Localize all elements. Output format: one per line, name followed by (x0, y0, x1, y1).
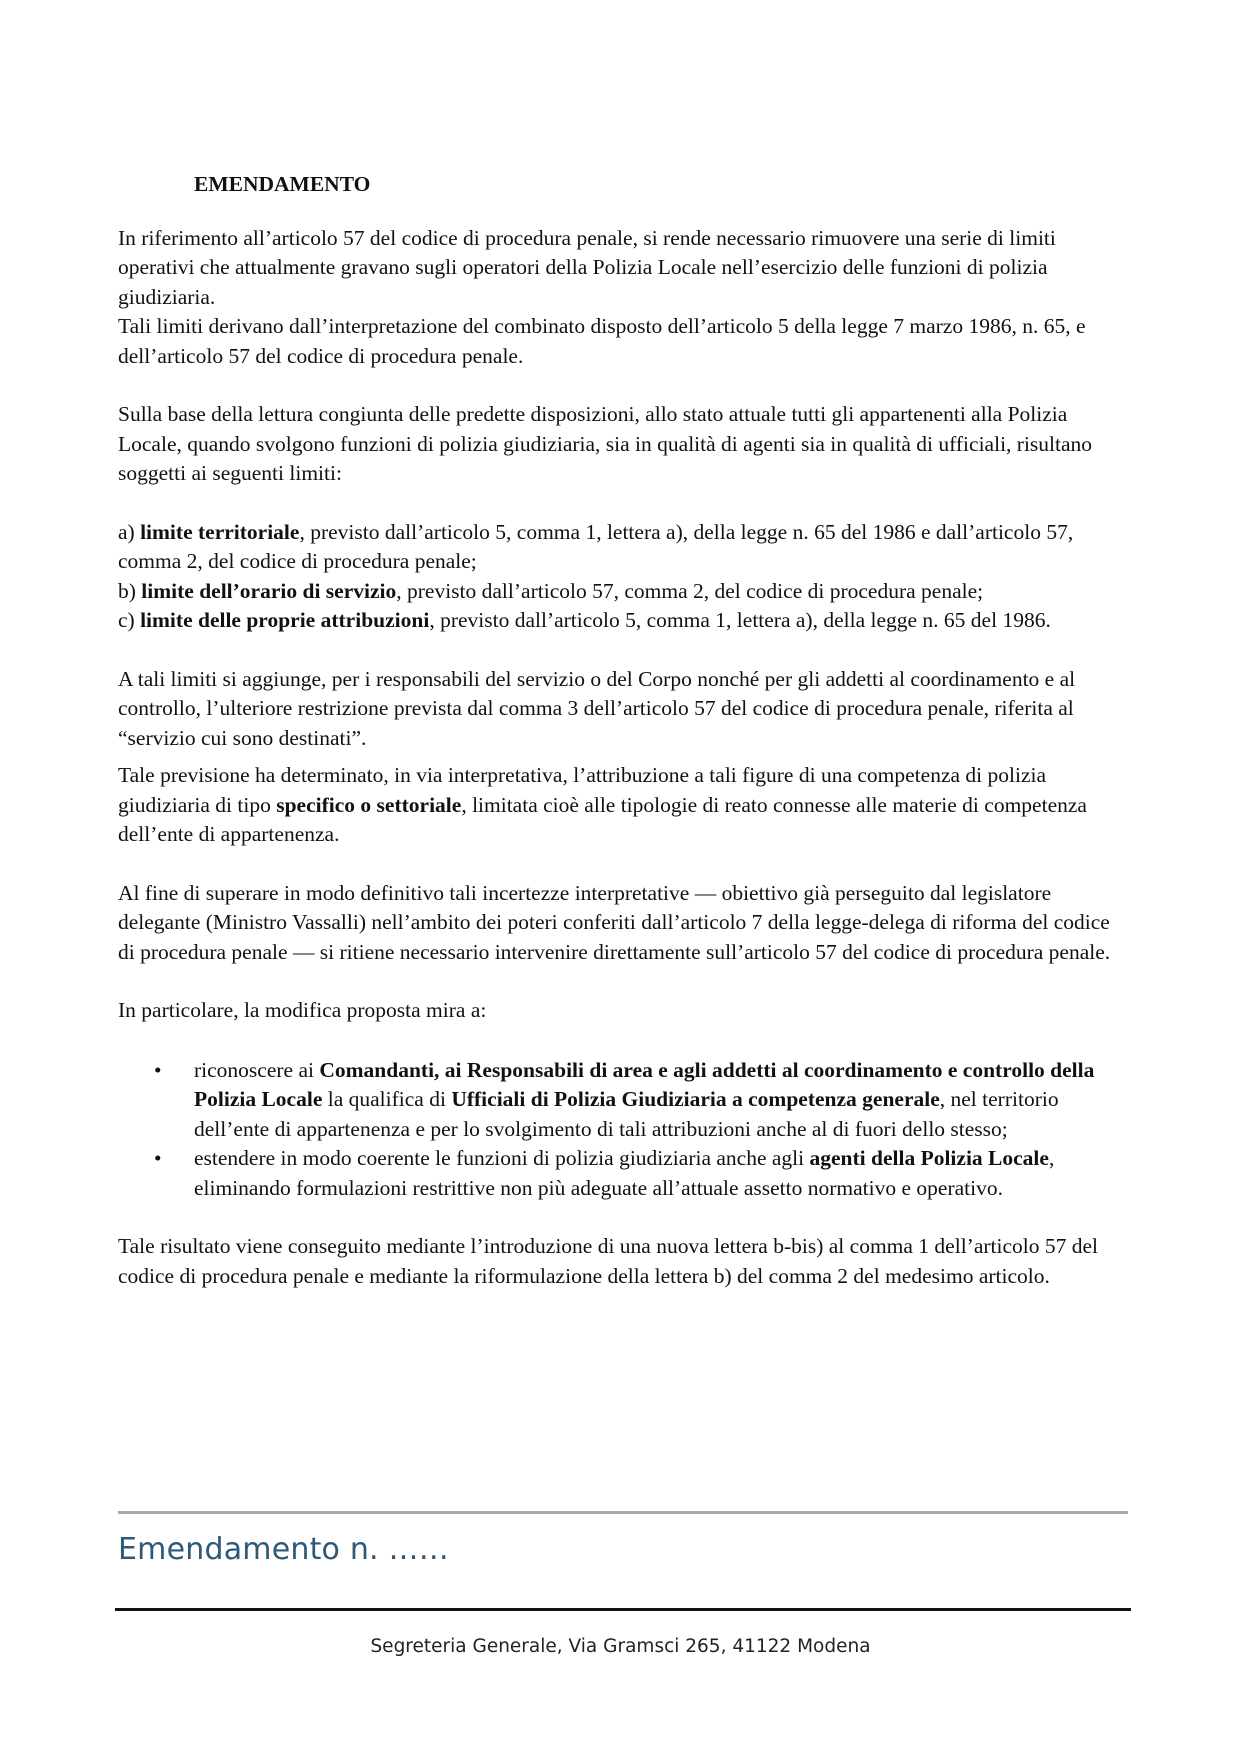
bullet1-bold1: Comandanti, ai Responsabili di area e agli addetti al coordinamento e controllo della Polizia Locale (194, 1057, 1095, 1111)
paragraph-joint-reading: Sulla base della lettura congiunta delle predette disposizioni, allo stato attuale tutti gli appartenenti alla Polizia Locale, quando svolgono funzioni di polizia giudiziaria, sia in qualità di agenti sia in qualità di ufficiali, risultano soggetti ai seguenti limiti: (118, 402, 1093, 485)
limit-item-b (118, 577, 1128, 607)
limit-b-prefix: b) (118, 578, 142, 603)
paragraph-limits-origin: Tali limiti derivano dall’interpretazione del combinato disposto dell’articolo 5 della legge 7 marzo 1986, n. 65, e dell’articolo 57 del codice di procedura penale. (118, 314, 1086, 368)
bullet-icon: • (154, 1057, 162, 1082)
limit-item-a (118, 518, 1128, 577)
bullet1-text3: , nel territorio dell’ente di appartenenza e per lo svolgimento di tali attribuzioni anche al di fuori dello stesso; (194, 1087, 1059, 1141)
limit-a-label: limite territoriale (140, 519, 300, 544)
amendment-number-heading: Emendamento n. …… (118, 1532, 449, 1567)
bullet1-text2: la qualifica di (322, 1087, 452, 1111)
bullet2-text1: estendere in modo coerente le funzioni di polizia giudiziaria anche agli (194, 1146, 810, 1170)
footer-divider-bottom (115, 1608, 1131, 1611)
document-title: EMENDAMENTO (194, 172, 371, 196)
limit-b-text: , previsto dall’articolo 57, comma 2, del codice di procedura penale; (396, 578, 984, 603)
limit-a-text: , previsto dall’articolo 5, comma 1, lettera a), della legge n. 65 del 1986 e dall’articolo 57, comma 2, del codice di procedura penale; (118, 519, 1074, 573)
p5-text-before: Tale previsione ha determinato, in via interpretativa, l’attribuzione a tali figure di una competenza di polizia giudiziaria di tipo (118, 763, 1047, 817)
paragraph-result: Tale risultato viene conseguito mediante l’introduzione di una nuova lettera b-bis) al comma 1 dell’articolo 57 del codice di procedura penale e mediante la riformulazione della lettera b) del comma 2 del medesimo articolo. (118, 1234, 1099, 1288)
bullet1-bold2: Ufficiali di Polizia Giudiziaria a competenza generale (451, 1087, 940, 1111)
footer-address: Segreteria Generale, Via Gramsci 265, 41122 Modena (370, 1636, 871, 1657)
paragraph-intro: In riferimento all’articolo 57 del codice di procedura penale, si rende necessario rimuovere una serie di limiti operativi che attualmente gravano sugli operatori della Polizia Locale nell’esercizio delle funzioni di polizia giudiziaria. (118, 225, 1056, 309)
limit-c-text: , previsto dall’articolo 5, comma 1, lettera a), della legge n. 65 del 1986. (429, 608, 1051, 632)
limit-a-prefix: a) (118, 519, 141, 544)
limit-b-label: limite dell’orario di servizio (141, 578, 397, 603)
p5-bold: specifico o settoriale (276, 792, 462, 817)
p5-text-after: , limitata cioè alle tipologie di reato connesse alle materie di competenza dell’ente di appartenenza. (118, 792, 1087, 846)
limit-c-label: limite delle proprie attribuzioni (140, 608, 430, 632)
limit-item-c (118, 606, 1128, 636)
limit-c-prefix: c) (118, 608, 141, 632)
list-item (154, 1144, 1128, 1203)
paragraph-additional-restriction: A tali limiti si aggiunge, per i responsabili del servizio o del Corpo nonché per gli addetti al coordinamento e al controllo, l’ulteriore restrizione prevista dal comma 3 dell’articolo 57 del codice di procedura penale, riferita al “servizio cui sono destinati”. (118, 666, 1076, 750)
footer-divider-top (118, 1511, 1128, 1514)
paragraph-aims-intro: In particolare, la modifica proposta mira a: (118, 998, 487, 1022)
list-item (154, 1056, 1128, 1145)
document-body (118, 170, 1128, 1291)
bullet-icon: • (154, 1146, 162, 1170)
bullet2-bold1: agenti della Polizia Locale (809, 1146, 1049, 1170)
aims-list (118, 1056, 1128, 1204)
bullet2-text2: , eliminando formulazioni restrittive non più adeguate all’attuale assetto normativo e operativo. (194, 1146, 1055, 1200)
bullet1-text1: riconoscere ai (194, 1057, 320, 1082)
paragraph-purpose: Al fine di superare in modo definitivo tali incertezze interpretative — obiettivo già perseguito dal legislatore delegante (Ministro Vassalli) nell’ambito dei poteri conferiti dall’articolo 7 della legge-delega di riforma del codice di procedura penale — si ritiene necessario intervenire direttamente sull’articolo 57 del codice di procedura penale. (118, 880, 1111, 964)
paragraph-interpretation (118, 761, 1128, 850)
